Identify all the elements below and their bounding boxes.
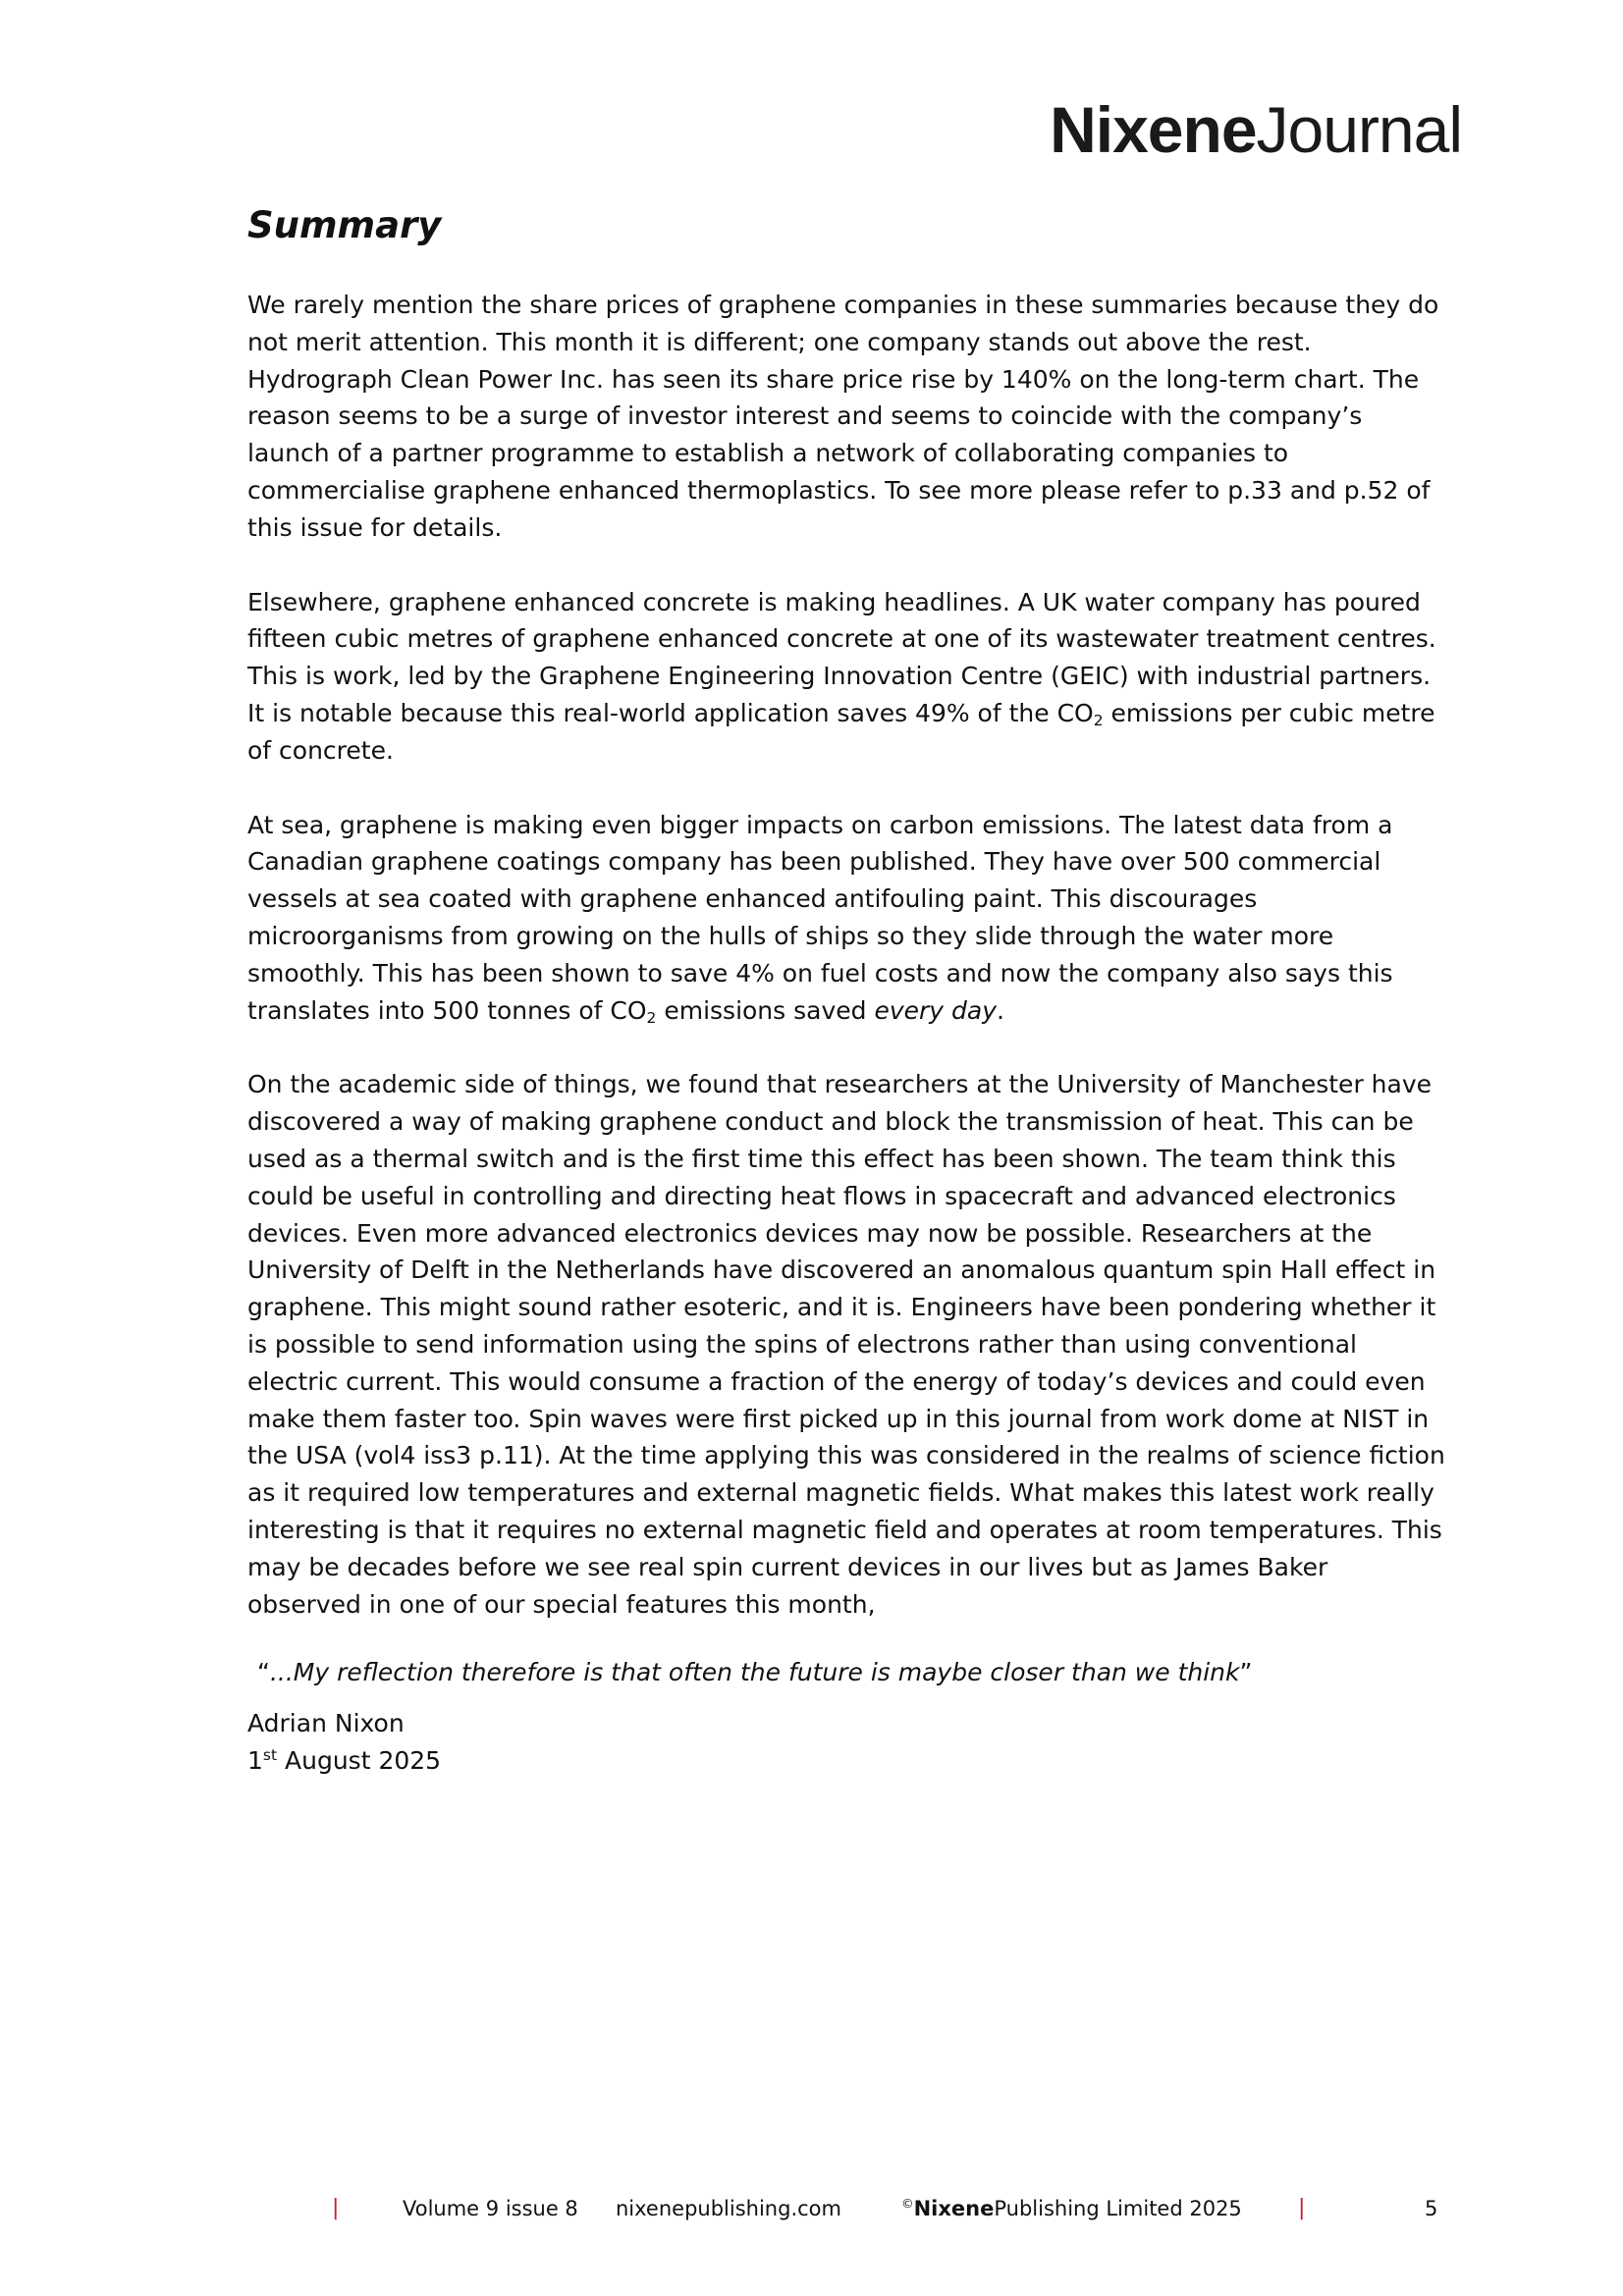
date-day: 1 <box>247 1746 263 1776</box>
footer-separator-right: | <box>1298 2196 1306 2220</box>
quote-open-mark: “ <box>257 1658 270 1687</box>
paragraph-antifouling-text: At sea, graphene is making even bigger impacts on carbon emissions. The latest data from a Canadian graphene coatings company has been published. They have over 500 commercial vessels at sea coated with graphene enhanced antifouling paint. This discourages microorganisms from growing on the hulls of ships so they slide through the water more smoothly. This has been shown to save 4% on fuel costs and now the company also says this translates into 500 tonnes of CO <box>247 810 1393 1025</box>
copyright-text: Publishing Limited 2025 <box>994 2197 1242 2220</box>
paragraph-concrete-text-end: emissions per cubic metre of concrete. <box>247 698 1435 765</box>
footer-separator-left: | <box>332 2196 340 2220</box>
copyright-brand: Nixene <box>913 2197 995 2220</box>
co2-subscript: 2 <box>646 1008 657 1027</box>
signature-block <box>247 1705 1445 1780</box>
date-month-year: August 2025 <box>277 1746 442 1776</box>
paragraph-concrete <box>247 584 1445 770</box>
footer-copyright <box>901 2191 1242 2226</box>
footer-website[interactable]: nixenepublishing.com <box>616 2197 841 2220</box>
article-body <box>247 196 1445 1780</box>
quote-close-mark: ” <box>1239 1658 1253 1687</box>
author-name: Adrian Nixon <box>247 1709 405 1738</box>
date-ordinal: st <box>262 1746 278 1765</box>
paragraph-antifouling <box>247 807 1445 1030</box>
paragraph-antifouling-text-end: . <box>997 995 1004 1025</box>
quote-text: ...My reflection therefore is that often the future is maybe closer than we think <box>269 1658 1240 1687</box>
copyright-symbol: © <box>901 2196 914 2211</box>
logo-bold-part: Nixene <box>1050 93 1257 166</box>
publication-date <box>247 1742 1445 1780</box>
page-title: Summary <box>247 204 442 246</box>
paragraph-concrete-text: Elsewhere, graphene enhanced concrete is making headlines. A UK water company has poured fifteen cubic metres of graphene enhanced concrete at one of its wastewater treatment centres. This is work, led by the Graphene Engineering Innovation Centre (GEIC) with industrial partners. It is notable because this real-world application saves 49% of the CO <box>247 587 1436 727</box>
footer-volume: Volume 9 issue 8 <box>403 2197 578 2220</box>
page-footer <box>0 2191 1623 2226</box>
emphasis-every-day: every day <box>874 995 998 1025</box>
paragraph-antifouling-text-mid: emissions saved <box>656 995 875 1025</box>
paragraph-academic: On the academic side of things, we found that researchers at the University of Manchester have discovered a way of making graphene conduct and block the transmission of heat. This can be used as a thermal switch and is the first time this effect has been shown. The team think this could be useful in controlling and directing heat flows in spacecraft and advanced electronics devices. Even more advanced electronics devices may now be possible. Researchers at the University of Delft in the Netherlands have discovered an anomalous quantum spin Hall effect in graphene. This might sound rather esoteric, and it is. Engineers have been pondering whether it is possible to send information using the spins of electrons rather than using conventional electric current. This would consume a fraction of the energy of today’s devices and could even make them faster too. Spin waves were first picked up in this journal from work dome at NIST in the USA (vol4 iss3 p.11). At the time applying this was considered in the realms of science fiction as it required low temperatures and external magnetic fields. What makes this latest work really interesting is that it requires no external magnetic field and operates at room temperatures. This may be decades before we see real spin current devices in our lives but as James Baker observed in one of our special features this month, <box>247 1070 1445 1619</box>
paragraph-share-prices: We rarely mention the share prices of graphene companies in these summaries because they do not merit attention. This month it is different; one company stands out above the rest. Hydrograph Clean Power Inc. has seen its share price rise by 140% on the long-term chart. The reason seems to be a surge of investor interest and seems to coincide with the company’s launch of a partner programme to establish a network of collaborating companies to commercialise graphene enhanced thermoplastics. To see more please refer to p.33 and p.52 of this issue for details. <box>247 291 1439 542</box>
logo-light-part: Journal <box>1256 93 1462 166</box>
closing-quote <box>247 1654 1445 1691</box>
page-number: 5 <box>1425 2197 1438 2220</box>
co2-subscript: 2 <box>1093 711 1104 729</box>
journal-logo <box>1050 90 1462 169</box>
